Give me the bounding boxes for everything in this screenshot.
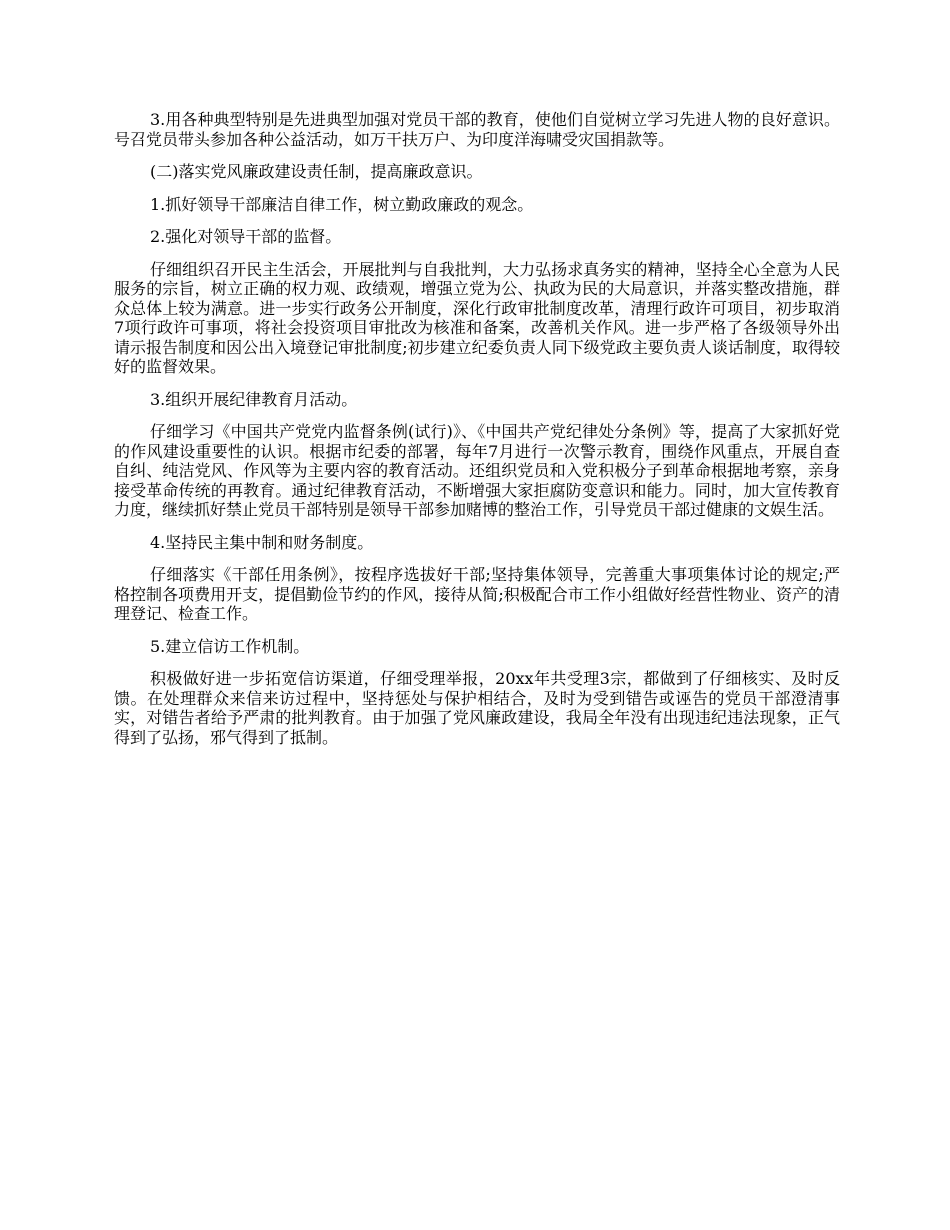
paragraph-petition-body: 积极做好进一步拓宽信访渠道，仔细受理举报，20xx年共受理3宗，都做到了仔细核实、及时反馈。在处理群众来信来访过程中，坚持惩处与保护相结合，及时为受到错告或诬告的党员干部澄清事实，对错告者给予严肃的批判教育。由于加强了党风廉政建设，我局全年没有出现违纪违法现象，正气得到了弘扬，邪气得到了抵制。 — [114, 669, 840, 747]
paragraph-item-5-petition-mechanism: 5.建立信访工作机制。 — [150, 636, 310, 656]
paragraph-item-3-typical-education: 3.用各种典型特别是先进典型加强对党员干部的教育，使他们自觉树立学习先进人物的良好意识。号召党员带头参加各种公益活动，如万干扶万户、为印度洋海啸受灾国捐款等。 — [114, 110, 840, 149]
paragraph-democratic-body: 仔细落实《干部任用条例》，按程序选拔好干部;坚持集体领导，完善重大事项集体讨论的规定;严格控制各项费用开支，提倡勤俭节约的作风，接待从简;积极配合市工作小组做好经营性物业、资产的清理登记、检查工作。 — [114, 565, 840, 623]
paragraph-item-1-self-discipline: 1.抓好领导干部廉洁自律工作，树立勤政廉政的观念。 — [150, 194, 534, 214]
paragraph-item-4-democratic-centralism: 4.坚持民主集中制和财务制度。 — [150, 532, 374, 552]
paragraph-discipline-body: 仔细学习《中国共产党党内监督条例(试行)》、《中国共产党纪律处分条例》等，提高了大家抓好党的作风建设重要性的认识。根据市纪委的部署，每年7月进行一次警示教育，围绕作风重点，开展自查自纠、纯洁党风、作风等为主要内容的教育活动。还组织党员和入党积极分子到革命根据地考察，亲身接受革命传统的再教育。通过纪律教育活动，不断增强大家拒腐防变意识和能力。同时，加大宣传教育力度，继续抓好禁止党员干部特别是领导干部参加赌博的整治工作，引导党员干部过健康的文娱生活。 — [114, 422, 840, 519]
paragraph-item-3-discipline-month: 3.组织开展纪律教育月活动。 — [150, 389, 358, 409]
paragraph-supervision-body: 仔细组织召开民主生活会，开展批判与自我批判，大力弘扬求真务实的精神，坚持全心全意为人民服务的宗旨，树立正确的权力观、政绩观，增强立党为公、执政为民的大局意识，并落实整改措施，群众总体上较为满意。进一步实行政务公开制度，深化行政审批制度改革，清理行政许可项目，初步取消7项行政许可事项，将社会投资项目审批改为核准和备案，改善机关作风。进一步严格了各级领导外出请示报告制度和因公出入境登记审批制度;初步建立纪委负责人同下级党政主要负责人谈话制度，取得较好的监督效果。 — [114, 259, 840, 376]
paragraph-item-2-supervision: 2.强化对领导干部的监督。 — [150, 227, 342, 246]
document-body — [114, 110, 840, 760]
section-heading-responsibility-system: (二)落实党风廉政建设责任制，提高廉政意识。 — [150, 162, 483, 181]
